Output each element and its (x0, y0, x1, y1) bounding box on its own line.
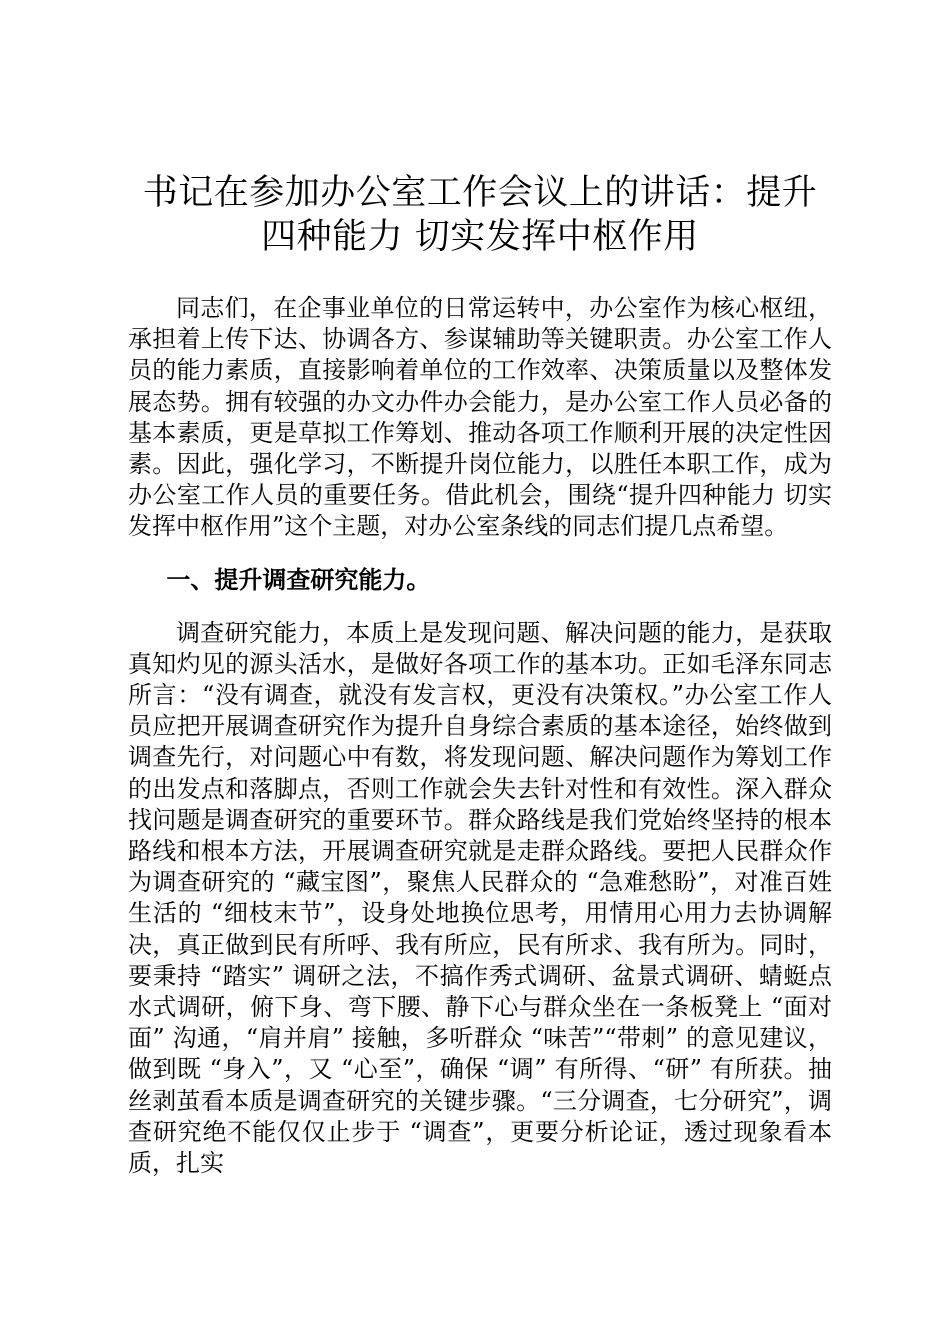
document-body (128, 171, 832, 1179)
document-title: 书记在参加办公室工作会议上的讲话：提升四种能力 切实发挥中枢作用 (142, 173, 818, 257)
intro-paragraph: 同志们，在企事业单位的日常运转中，办公室作为核心枢纽，承担着上传下达、协调各方、参谋辅助等关键职责。办公室工作人员的能力素质，直接影响着单位的工作效率、决策质量以及整体发展态势。拥有较强的办文办件办会能力，是办公室工作人员必备的基本素质，更是草拟工作筹划、推动各项工作顺利开展的决定性因素。因此，强化学习，不断提升岗位能力，以胜任本职工作，成为办公室工作人员的重要任务。借此机会，围绕“提升四种能力 切实发挥中枢作用”这个主题，对办公室条线的同志们提几点希望。 (128, 294, 832, 541)
section-heading-1: 一、提升调查研究能力。 (166, 565, 431, 594)
section-1-paragraph: 调查研究能力，本质上是发现问题、解决问题的能力，是获取真知灼见的源头活水，是做好各项工作的基本功。正如毛泽东同志所言：“没有调查，就没有发言权，更没有决策权。”办公室工作人员应把开展调查研究作为提升自身综合素质的基本途径，始终做到调查先行，对问题心中有数，将发现问题、解决问题作为筹划工作的出发点和落脚点，否则工作就会失去针对性和有效性。深入群众找问题是调查研究的重要环节。群众路线是我们党始终坚持的根本路线和根本方法，开展调查研究就是走群众路线。要把人民群众作为调查研究的 “藏宝图”，聚焦人民群众的 “急难愁盼”，对准百姓生活的 “细枝末节”，设身处地换位思考，用情用心用力去协调解决，真正做到民有所呼、我有所应，民有所求、我有所为。同时，要秉持 “踏实” 调研之法，不搞作秀式调研、盆景式调研、蜻蜓点水式调研，俯下身、弯下腰、静下心与群众坐在一条板凳上 “面对面” 沟通，“肩并肩” 接触，多听群众 “味苦”“带刺” 的意见建议，做到既 “身入”，又 “心至”，确保 “调” 有所得、“研” 有所获。抽丝剥茧看本质是调查研究的关键步骤。“三分调查，七分研究”，调查研究绝不能仅仅止步于 “调查”，更要分析论证，透过现象看本质，扎实 (128, 618, 832, 1178)
